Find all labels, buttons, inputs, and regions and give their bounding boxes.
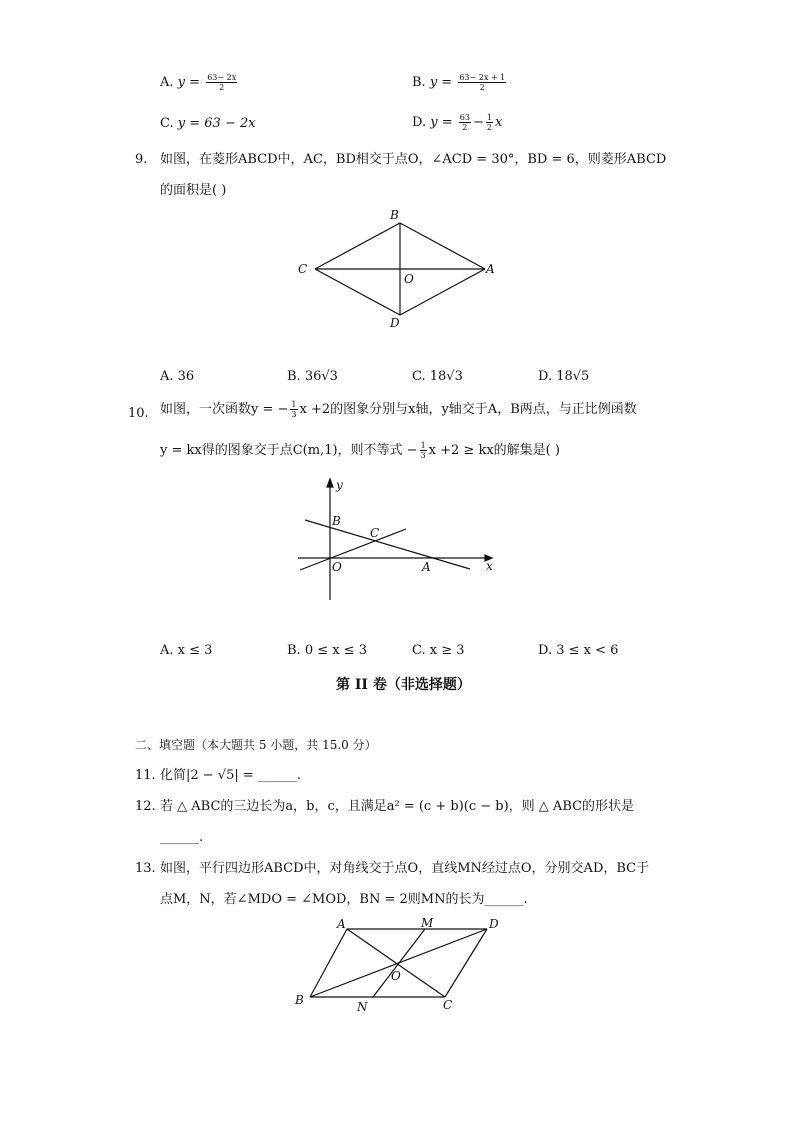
q13-parallelogram-figure	[285, 912, 515, 1022]
q12-text-line1: 若 △ ABC的三边长为a，b，c，且满足a² = (c + b)(c − b)，则 △ ABC的形状是	[160, 799, 635, 814]
q9-rhombus-figure	[290, 203, 510, 333]
q9-option-d: D. 18√5	[538, 369, 590, 384]
q10-option-a: A. x ≤ 3	[160, 643, 213, 658]
q10-option-b: B. 0 ≤ x ≤ 3	[287, 643, 368, 658]
q13-text-line2: 点M，N，若∠MDO = ∠MOD，BN = 2则MN的长为______.	[160, 892, 528, 907]
part2-title: 第 II 卷（非选择题）	[336, 677, 471, 693]
q11-number: 11.	[135, 768, 156, 783]
q8-option-b	[412, 73, 508, 92]
option-label: A.	[160, 75, 174, 90]
q11-text: 化简|2 − √5| = ______.	[160, 768, 302, 783]
q9-text-line2: 的面积是( )	[160, 183, 227, 198]
option-fraction-1: $\frac{63}{2}$	[459, 113, 470, 132]
label-m: M	[421, 916, 434, 930]
q8-option-d	[412, 113, 502, 132]
label-o: O	[391, 969, 401, 983]
q9-option-c: C. 18√3	[412, 369, 463, 384]
q13-text-line1: 如图，平行四边形ABCD中，对角线交于点O，直线MN经过点O，分别交AD，BC于	[160, 861, 650, 876]
label-c: C	[443, 998, 453, 1012]
section2-heading: 二、填空题（本大题共 5 小题，共 15.0 分）	[135, 738, 377, 752]
option-lhs: y =	[430, 115, 453, 130]
q8-option-a	[160, 73, 239, 92]
option-tail: x	[494, 115, 503, 130]
label-a: A	[486, 262, 495, 276]
q12-number: 12.	[135, 799, 156, 814]
label-n: N	[357, 1000, 368, 1014]
q10-number: 10.	[128, 406, 149, 421]
q9-text-line1: 如图，在菱形ABCD中，AC，BD相交于点O，∠ACD = 30°，BD = 6，则菱形ABCD	[160, 152, 667, 167]
label-b: B	[295, 993, 304, 1007]
option-minus: −	[472, 115, 484, 130]
q10-fraction: $\frac{1}{3}$	[291, 400, 297, 419]
label-b: B	[390, 208, 399, 222]
option-text: y = 63 − 2x	[177, 116, 256, 131]
option-fraction-2: $\frac{1}{2}$	[486, 113, 492, 132]
q10-text-line1: 如图，一次函数y = − $\frac{1}{3}$ x +2的图象分别与x轴，y轴交于A，B两点，与正比例函数	[160, 400, 637, 419]
q13-number: 13.	[135, 861, 156, 876]
q10-text-line2: y = kx得的图象交于点C(m,1)，则不等式 − $\frac{1}{3}$ x +2 ≥ kx的解集是( )	[160, 441, 560, 460]
label-d: D	[390, 316, 400, 330]
label-d: D	[489, 917, 499, 931]
option-fraction: $\frac{63- 2x}{2}$	[207, 73, 237, 92]
q12-text-line2: ______.	[160, 830, 204, 845]
option-fraction: $\frac{63- 2x + 1}{2}$	[459, 73, 506, 92]
option-label: B.	[412, 75, 426, 90]
q8-option-c	[160, 115, 256, 133]
label-a: A	[422, 560, 431, 574]
label-o: O	[404, 272, 414, 286]
label-c: C	[370, 526, 380, 540]
q9-option-b: B. 36√3	[287, 369, 338, 384]
label-o: O	[332, 560, 342, 574]
label-b: B	[332, 514, 341, 528]
label-c: C	[298, 262, 308, 276]
label-a: A	[337, 917, 346, 931]
q10-graph-figure	[290, 475, 510, 605]
label-y: y	[336, 478, 343, 492]
option-label: C.	[160, 116, 174, 131]
q9-number: 9.	[135, 152, 148, 167]
option-lhs: y =	[177, 75, 201, 90]
option-label: D.	[412, 115, 427, 130]
q10-option-d: D. 3 ≤ x < 6	[538, 643, 619, 658]
q9-option-a: A. 36	[160, 369, 195, 384]
q10-option-c: C. x ≥ 3	[412, 643, 465, 658]
option-lhs: y =	[429, 75, 453, 90]
q10-fraction-2: $\frac{1}{3}$	[420, 441, 426, 460]
label-x: x	[486, 559, 493, 573]
